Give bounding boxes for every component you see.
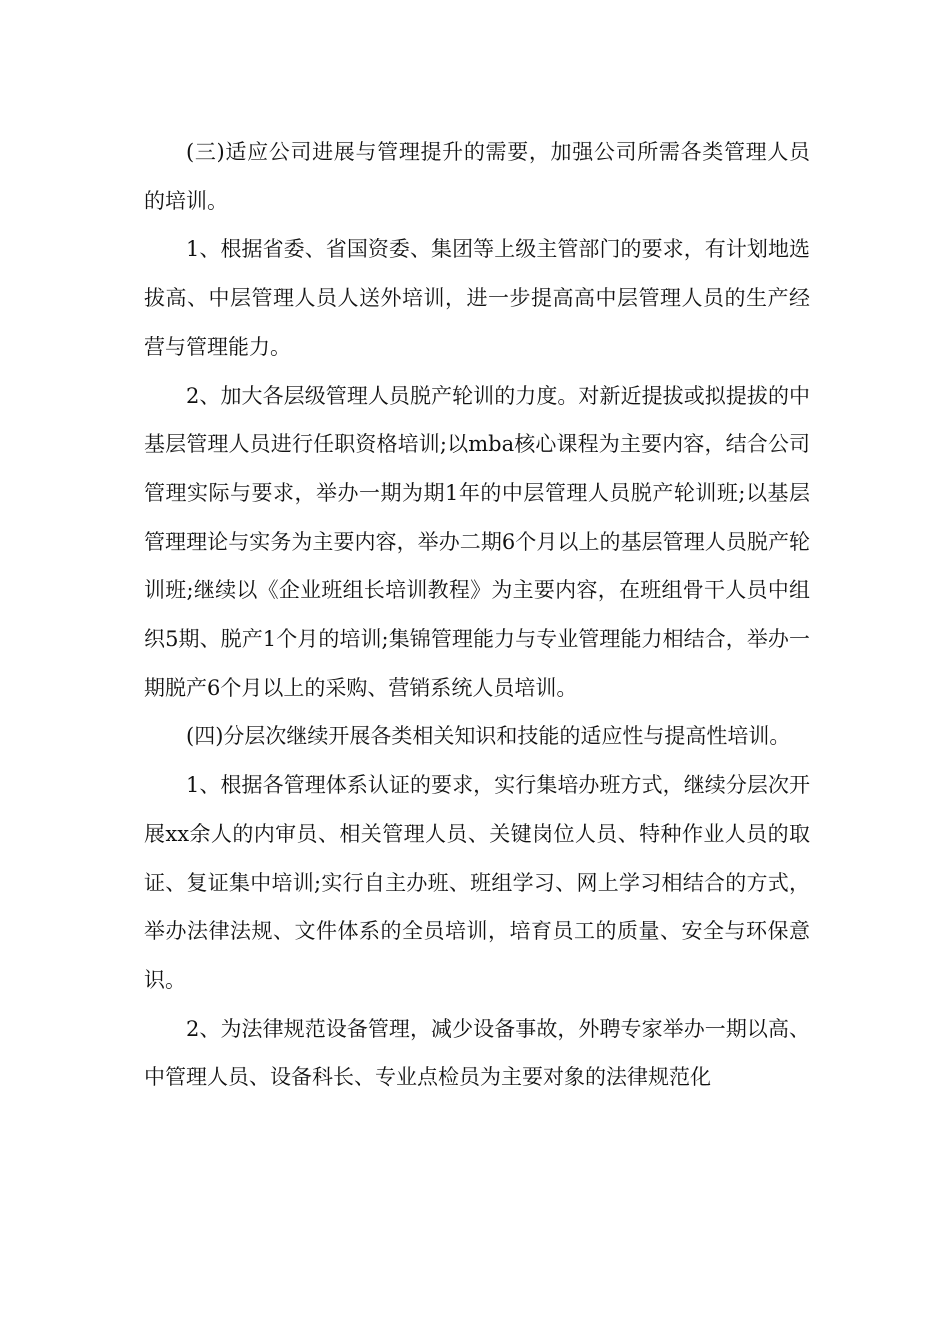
paragraph-section-3-item-1: 1、根据省委、省国资委、集团等上级主管部门的要求，有计划地选拔高、中层管理人员人送外培训，进一步提高高中层管理人员的生产经营与管理能力。 [144,237,810,359]
paragraph-section-3-heading: (三)适应公司进展与管理提升的需要，加强公司所需各类管理人员的培训。 [144,140,810,213]
document-body [144,128,810,1102]
paragraph-section-4-heading: (四)分层次继续开展各类相关知识和技能的适应性与提高性培训。 [186,724,791,749]
paragraph-section-4-item-2: 2、为法律规范设备管理，减少设备事故，外聘专家举办一期以高、中管理人员、设备科长、专业点检员为主要对象的法律规范化 [144,1016,810,1090]
paragraph-section-4-item-1: 1、根据各管理体系认证的要求，实行集培办班方式，继续分层次开展xx余人的内审员、相关管理人员、关键岗位人员、特种作业人员的取证、复证集中培训;实行自主办班、班组学习、网上学习相结合的方式，举办法律法规、文件体系的全员培训，培育员工的质量、安全与环保意识。 [144,773,810,992]
paragraph-section-3-item-2: 2、加大各层级管理人员脱产轮训的力度。对新近提拔或拟提拔的中基层管理人员进行任职资格培训;以mba核心课程为主要内容，结合公司管理实际与要求，举办一期为期1年的中层管理人员脱产轮训班;以基层管理理论与实务为主要内容，举办二期6个月以上的基层管理人员脱产轮训班;继续以《企业班组长培训教程》为主要内容，在班组骨干人员中组织5期、脱产1个月的培训;集锦管理能力与专业管理能力相结合，举办一期脱产6个月以上的采购、营销系统人员培训。 [144,383,810,700]
